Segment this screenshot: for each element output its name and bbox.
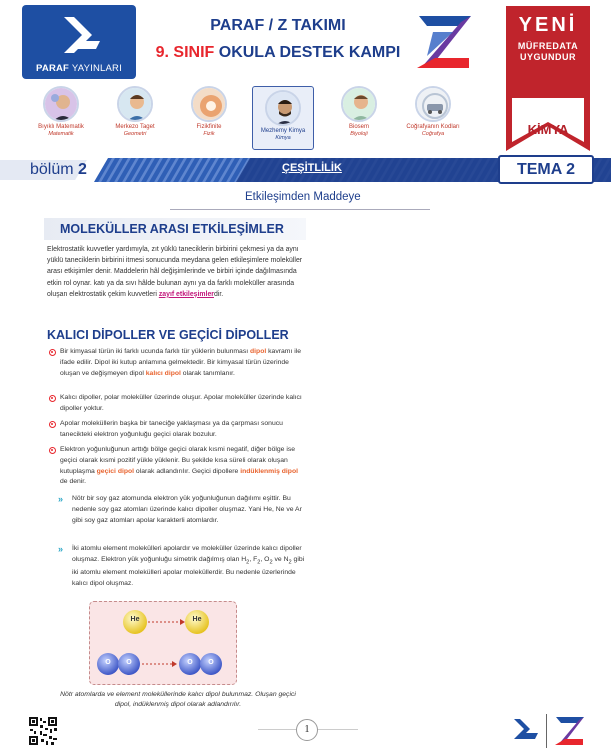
avatar (341, 86, 377, 122)
figure-caption: Nötr atomlarda ve element moleküllerinde kalıcı dipol bulunmaz. Oluşan geçici dipol, indüklenmiş dipol olarak adlandırılır. (60, 691, 296, 708)
arrow-icon (180, 619, 185, 625)
atom-label: O (208, 659, 214, 666)
author-name: Bıyıklı Matematik (38, 124, 84, 130)
ribbon-title: YENİ (518, 14, 578, 36)
author-card[interactable] (178, 86, 240, 138)
atom-label: O (105, 659, 111, 666)
author-name: Fizikfinite (196, 124, 222, 130)
bullet-icon (49, 349, 56, 356)
section-heading: MOLEKÜLLER ARASI ETKİLEŞİMLER (44, 218, 306, 240)
author-subject: Kimya (275, 135, 291, 141)
subsection-heading: KALICI DİPOLLER VE GEÇİCİ DİPOLLER (47, 328, 289, 342)
arrow-icon (172, 661, 177, 667)
author-card[interactable] (328, 86, 390, 138)
bullet-icon (49, 421, 56, 428)
atom-label: He (130, 616, 140, 623)
author-subject: Geometri (123, 131, 147, 137)
author-name: Biosem (348, 124, 369, 130)
author-subject: Matematik (48, 131, 74, 137)
author-name: Merkezo Taget (115, 124, 155, 130)
paraf-logo-icon (56, 11, 104, 59)
qr-code-icon[interactable] (28, 716, 58, 746)
divider (546, 714, 547, 748)
list-item: Apolar moleküllerin başka bir taneciğe yaklaşması ya da çarpması sonucu tanecikteki elektron yoğunluğu geçici olarak bozulur. (49, 419, 305, 441)
bullet-icon (49, 447, 56, 454)
sub-list-item: » Nötr bir soy gaz atomunda elektron yük yoğunluğunun dağılımı eşittir. Bu nedenle soy gaz atomları üzerinde kalıcı dipoller oluşmaz. Yani He, Ne ve Ar gibi soy gaz atomları apolar karakterli atomlardır. (58, 494, 302, 524)
avatar (265, 90, 301, 126)
header-subtitle: 9. SINIF OKULA DESTEK KAMPI (155, 44, 401, 61)
avatar (415, 86, 451, 122)
bullet-icon (49, 395, 56, 402)
intro-paragraph: Elektrostatik kuvvetler yardımıyla, zıt yüklü taneciklerin birbirini çekmesi ya da aynı yüklü taneciklerin birbirini itmesi sonucunda meydana gelen etkileşimlere moleküller arası etkişimler denir. Maddelerin hâl değişimlerinde ve birbiri içinde dağılmasında etkin rol oynar. katı ya da sıvı hâlde bulunan aynı ya da farklı moleküller arasında oluşan elektrostatik çekim kuvvetleri zayıf etkileşimlerdir. (47, 246, 303, 298)
ribbon-subject: KİMYA (527, 122, 569, 137)
dipole-diagram (89, 601, 237, 685)
arrow-bullet-icon: » (58, 544, 64, 554)
author-name: Coğrafyanın Kodları (406, 124, 460, 130)
atom-label: O (126, 659, 132, 666)
z-takimi-logo-icon (553, 714, 587, 748)
author-card[interactable] (30, 86, 92, 138)
header-title: PARAF / Z TAKIMI (210, 17, 346, 34)
divider (170, 209, 430, 210)
author-name: Mezhemy Kimya (260, 128, 306, 134)
author-subject: Coğrafya (421, 131, 445, 137)
avatar (117, 86, 153, 122)
list-item: Elektron yoğunluğunun arttığı bölge geçici olarak kısmi negatif, diğer bölge ise geçici olarak kısmi pozitif yükle yüklenir. Bu şekilde kısa süreli olarak oluşan kutuplaşma geçici dipol olarak adlandırılır. Geçici dipollere indüklenmiş dipol de denir. (49, 445, 305, 488)
arrow-bullet-icon: » (58, 494, 64, 504)
author-card[interactable] (402, 86, 464, 138)
paraf-logo-icon (510, 717, 540, 743)
list-item: Bir kimyasal türün iki farklı ucunda farklı tür yüklerin bulunması dipol kavramı ile ifade edilir. Dipol iki kutup anlamına gelmektedir. Bir kimyasal türün üzerinde oluşan ve değişmeyen dipol kalıcı dipol olarak tanımlanır. (49, 347, 305, 379)
page-subtitle: Etkileşimden Maddeye (245, 191, 361, 203)
z-takimi-logo-icon (413, 12, 475, 72)
sub-list-item: » İki atomlu element molekülleri apolardır ve moleküller üzerinde kalıcı dipoller oluşmaz. Elektron yük yoğunluğu simetrik dağılmış olan $H_2$, $F_2$, $O_2$ ve $N_2$ gibi iki atomlu element molekülleri apolar moleküllerdir. Bu nedenle üzerlerinde kalıcı dipol oluşmaz. (58, 544, 305, 587)
atom-label: He (192, 616, 202, 623)
ribbon-text: MÜFREDATA UYGUNDUR (517, 41, 579, 62)
author-card-selected[interactable] (252, 86, 314, 150)
author-subject: Fizik (203, 131, 215, 137)
avatar (191, 86, 227, 122)
tema-badge: TEMA 2 (498, 155, 594, 184)
list-item: Kalıcı dipoller, polar moleküller üzerinde oluşur. Apolar moleküller üzerinde kalıcı dipoller yoktur. (49, 393, 305, 415)
author-subject: Biyoloji (350, 131, 368, 137)
section-number: bölüm 2 (30, 161, 87, 178)
avatar (43, 86, 79, 122)
author-card[interactable] (104, 86, 166, 138)
section-topic: ÇEŞİTLİLİK (282, 162, 342, 174)
publisher-name: PARAF YAYINLARI (36, 63, 122, 74)
page-number: 1 (296, 719, 318, 741)
publisher-logo (22, 5, 136, 79)
atom-label: O (187, 659, 193, 666)
